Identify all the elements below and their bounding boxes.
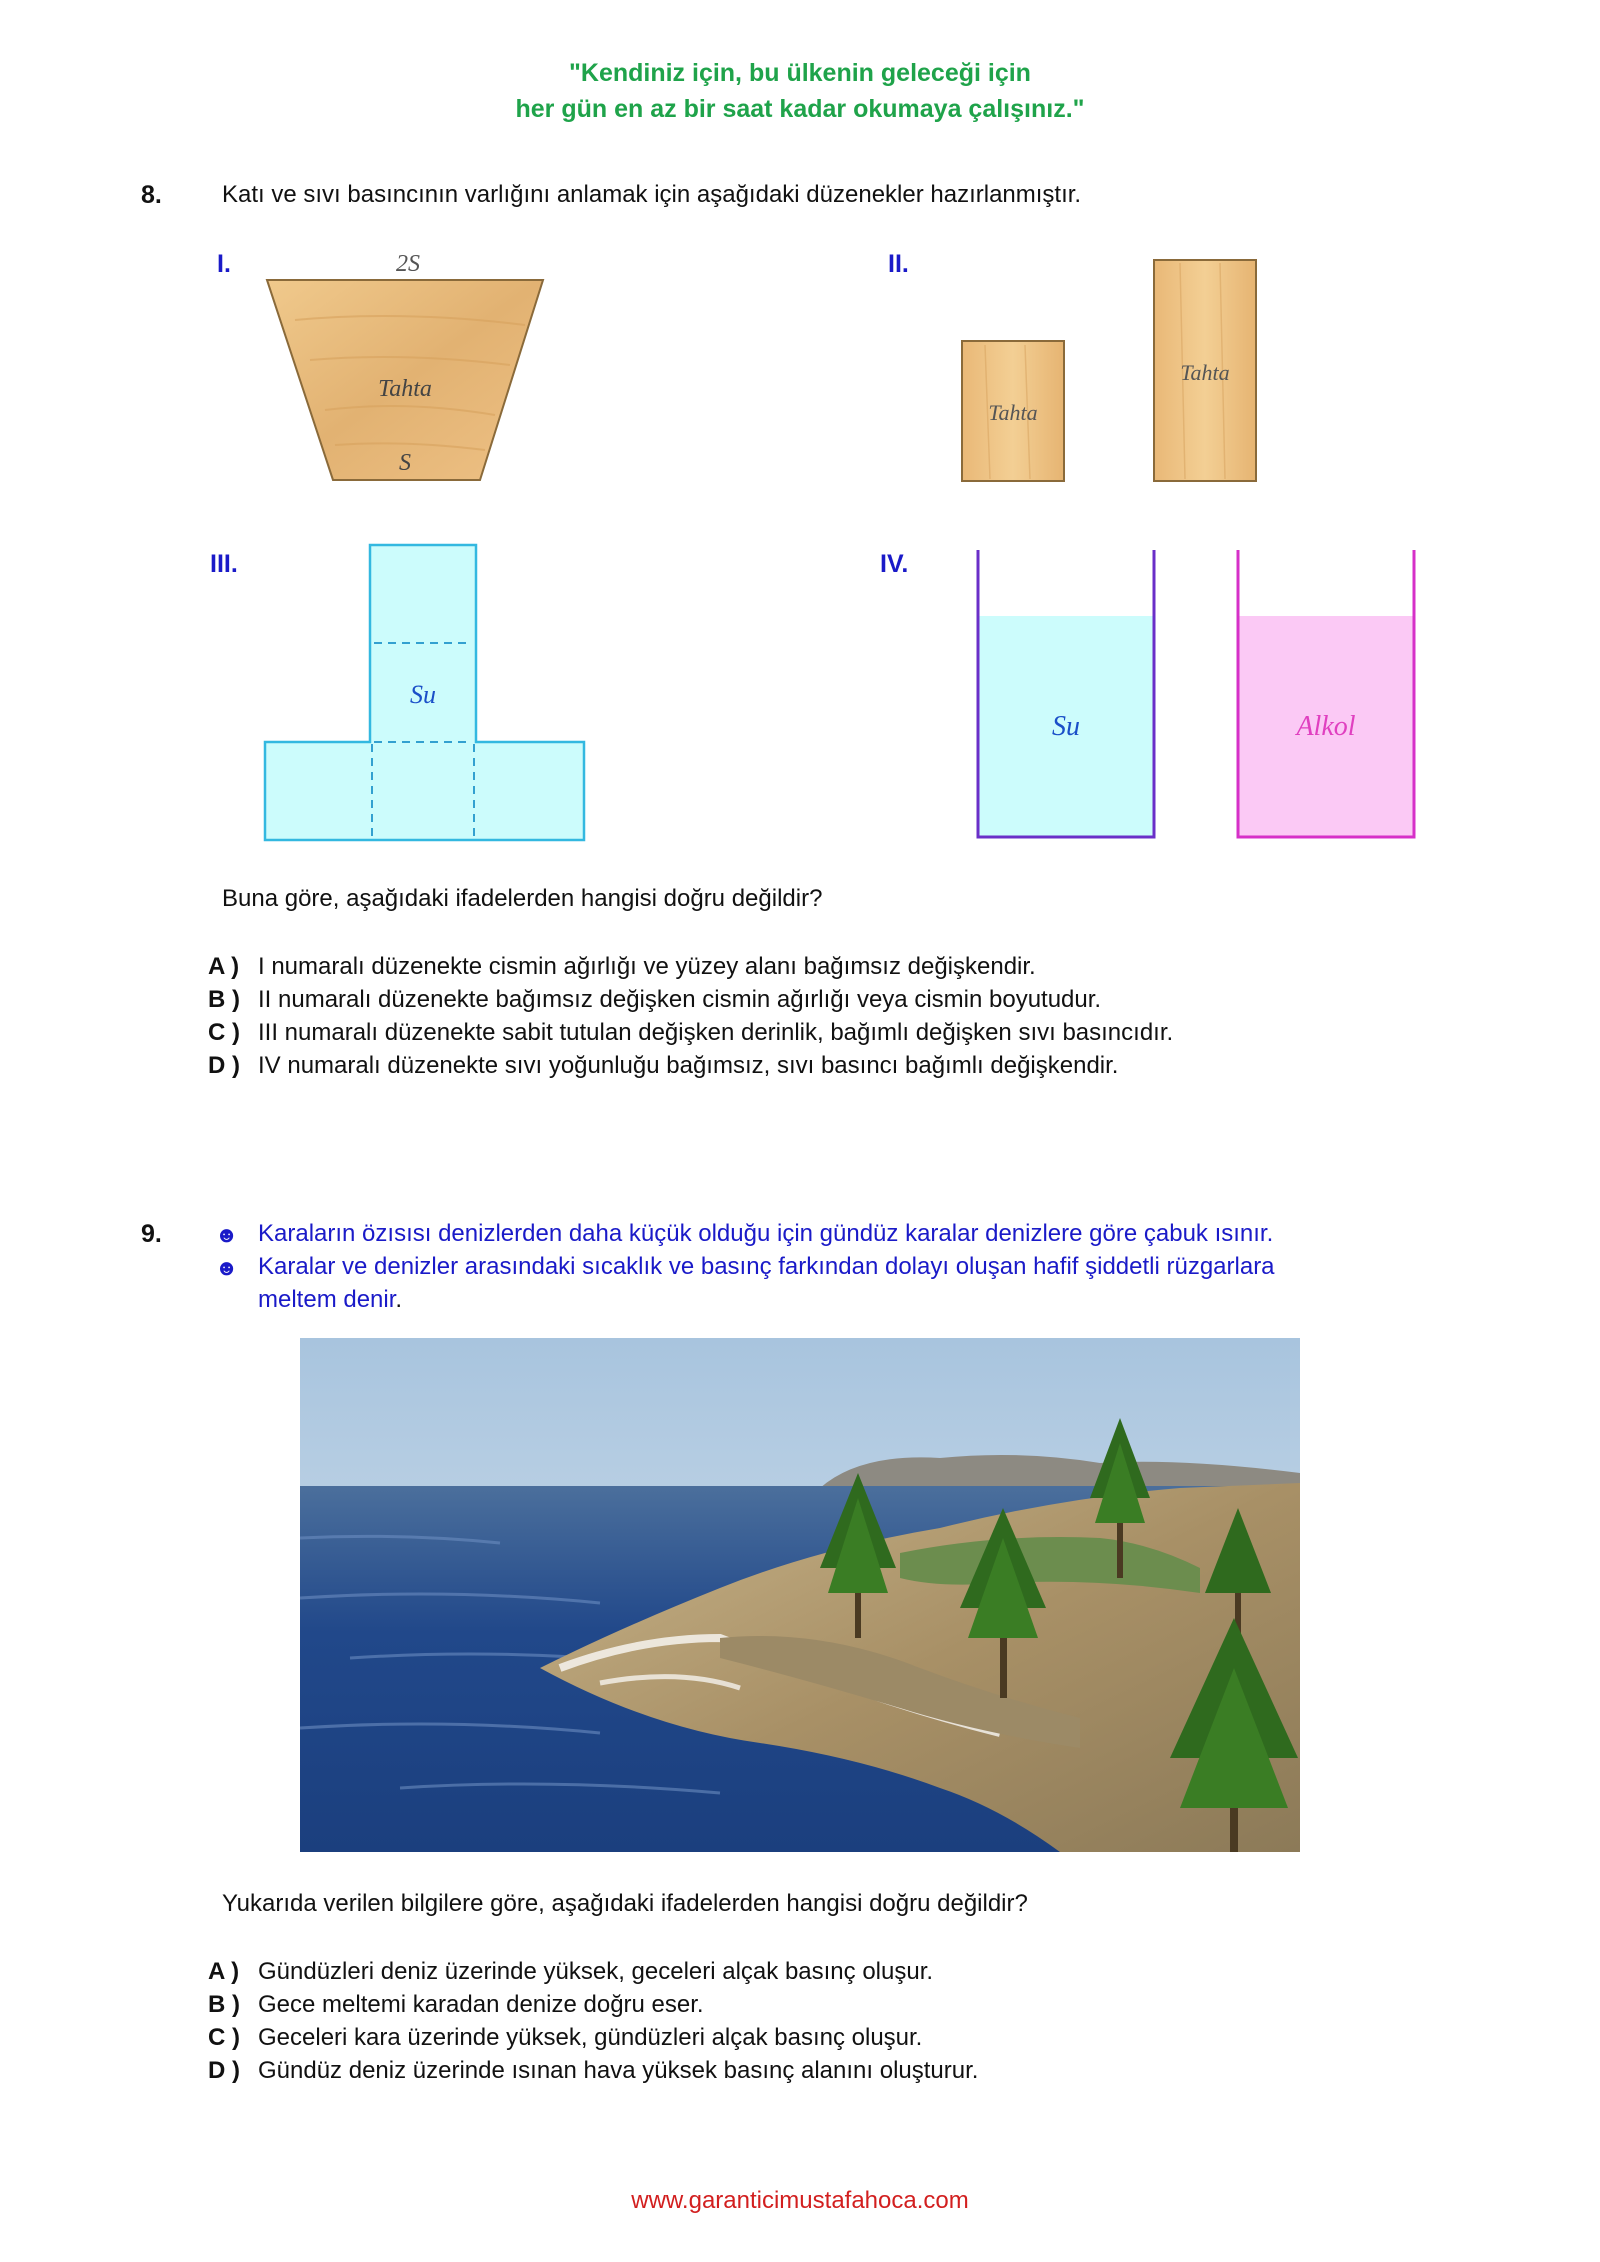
trapezoid-bottom-label: S: [399, 450, 411, 476]
q9-option-b[interactable]: [208, 1988, 978, 2021]
option-text: Gece meltemi karadan denize doğru eser.: [258, 1991, 704, 2018]
setup-4-diagram: [970, 545, 1420, 843]
option-text: IV numaralı düzenekte sıvı yoğunluğu bağımsız, sıvı basıncı bağımlı değişkendir.: [258, 1052, 1119, 1079]
setup-2-diagram: [955, 255, 1265, 487]
t-container-liquid-label: Su: [410, 680, 436, 709]
setup-2-label: II.: [888, 250, 909, 278]
option-text: II numaralı düzenekte bağımsız değişken cismin ağırlığı veya cismin boyutudur.: [258, 986, 1102, 1013]
question-8-prompt: Buna göre, aşağıdaki ifadelerden hangisi doğru değildir?: [222, 885, 823, 912]
header-motto-line2: her gün en az bir saat kadar okumaya çalışınız.": [515, 95, 1085, 123]
option-letter: A ): [208, 953, 240, 980]
setup-3-diagram: [260, 540, 590, 845]
question-8-stem: Katı ve sıvı basıncının varlığını anlamak için aşağıdaki düzenekler hazırlanmıştır.: [222, 181, 1082, 208]
meltem-term: meltem denir: [258, 1286, 396, 1313]
coast-photo: [300, 1338, 1300, 1852]
beaker-alcohol-label: Alkol: [1296, 711, 1356, 742]
q9-bullet-2-line2: [258, 1283, 402, 1317]
option-letter: B ): [208, 986, 240, 1013]
q8-option-a[interactable]: [208, 950, 1173, 983]
setup-1-diagram: [255, 240, 555, 485]
option-letter: B ): [208, 1991, 240, 2018]
q9-option-c[interactable]: [208, 2021, 978, 2054]
question-9-options: [208, 1955, 978, 2087]
question-8-options: [208, 950, 1173, 1082]
q9-bullet-2-line1: Karalar ve denizler arasındaki sıcaklık ve basınç farkından dolayı oluşan hafif şiddetli rüzgarlara: [258, 1253, 1275, 1280]
option-text: III numaralı düzenekte sabit tutulan değişken derinlik, bağımlı değişken sıvı basıncıdır.: [258, 1019, 1174, 1046]
tall-block-label: Tahta: [1180, 360, 1230, 385]
option-letter: C ): [208, 1019, 240, 1046]
header-motto-line1: "Kendiniz için, bu ülkenin geleceği için: [569, 59, 1031, 87]
option-text: Gündüzleri deniz üzerinde yüksek, geceleri alçak basınç oluşur.: [258, 1958, 934, 1985]
trapezoid-body-label: Tahta: [378, 376, 432, 402]
option-letter: C ): [208, 2024, 240, 2051]
setup-1-label: I.: [217, 250, 231, 278]
question-8-number: 8.: [141, 181, 162, 209]
q9-option-a[interactable]: [208, 1955, 978, 1988]
q8-option-d[interactable]: [208, 1049, 1173, 1082]
option-letter: D ): [208, 1052, 240, 1079]
trapezoid-top-label: 2S: [396, 251, 420, 277]
bullet-icon: ☻: [215, 1255, 239, 1280]
short-block-label: Tahta: [988, 400, 1038, 425]
beaker-water-label: Su: [1052, 711, 1080, 742]
footer-website-link[interactable]: www.garanticimustafahoca.com: [631, 2187, 969, 2214]
sentence-end: .: [395, 1286, 403, 1313]
question-9-prompt: Yukarıda verilen bilgilere göre, aşağıdaki ifadelerden hangisi doğru değildir?: [222, 1890, 1028, 1917]
q9-bullet-1: Karaların özısısı denizlerden daha küçük olduğu için gündüz karalar denizlere göre çabuk ısınır.: [258, 1220, 1274, 1247]
option-letter: A ): [208, 1958, 240, 1985]
q8-option-b[interactable]: [208, 983, 1173, 1016]
option-text: Geceleri kara üzerinde yüksek, gündüzleri alçak basınç oluşur.: [258, 2024, 923, 2051]
setup-3-label: III.: [210, 550, 238, 578]
q8-option-c[interactable]: [208, 1016, 1173, 1049]
setup-4-label: IV.: [880, 550, 909, 578]
q9-option-d[interactable]: [208, 2054, 978, 2087]
question-9-number: 9.: [141, 1220, 162, 1248]
option-text: I numaralı düzenekte cismin ağırlığı ve yüzey alanı bağımsız değişkendir.: [258, 953, 1036, 980]
option-letter: D ): [208, 2057, 240, 2084]
bullet-icon: ☻: [215, 1222, 239, 1247]
option-text: Gündüz deniz üzerinde ısınan hava yüksek basınç alanını oluşturur.: [258, 2057, 979, 2084]
